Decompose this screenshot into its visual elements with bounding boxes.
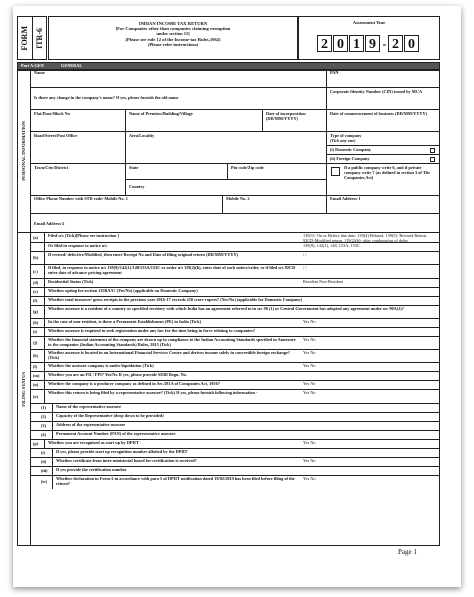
form-label-box bbox=[17, 16, 47, 60]
row-number-cell bbox=[31, 476, 53, 489]
email2-label: Email Address-2 bbox=[34, 221, 65, 226]
row-options[interactable]: Yes No bbox=[303, 381, 316, 386]
row-number: (j) bbox=[33, 340, 38, 345]
row-options[interactable]: Yes No bbox=[303, 476, 316, 481]
assessment-year-digits bbox=[317, 35, 420, 53]
row-text: Whether you are an FII / FPI? Yes/No If yes, please provide SEBI Regn. No. bbox=[48, 372, 187, 377]
cin-label: Corporate Identity Number (CIN) issued by MCA bbox=[330, 89, 423, 94]
filing-row bbox=[31, 232, 440, 242]
row-number: (i) bbox=[33, 329, 38, 334]
flat-field[interactable] bbox=[31, 110, 126, 132]
row-text: In the case of non-resident, is there a Permanent Establishment (PE) in India (Tick) bbox=[48, 319, 202, 324]
filing-row bbox=[31, 318, 440, 327]
domestic-label: (i) Domestic Company bbox=[330, 147, 372, 152]
form-code: ITR-6 bbox=[34, 27, 44, 49]
year-digit: 0 bbox=[404, 35, 419, 52]
year-digit: 9 bbox=[365, 35, 380, 52]
area-label: Area/Locality bbox=[129, 133, 155, 138]
row-text: Whether this return is being filed by a representative assessee? (Tick) If yes, please furnish following information - bbox=[48, 390, 258, 395]
cin-field[interactable] bbox=[327, 88, 440, 110]
row-text: Whether the company is a producer company as defined in Sec.581A of Companies Act, 1956? bbox=[48, 381, 220, 386]
filing-row bbox=[31, 336, 440, 349]
country-field[interactable] bbox=[126, 180, 327, 196]
side-label-personal: PERSONAL INFORMATION bbox=[21, 121, 26, 181]
title-line: under section 11] bbox=[156, 31, 190, 37]
pan-field[interactable] bbox=[327, 70, 440, 88]
representative-row bbox=[31, 412, 440, 421]
row-text: Filed u/s (Tick)[Please see instruction ] bbox=[48, 233, 119, 238]
row-options[interactable]: 139(9), 142(1), 148, 153A, 153C bbox=[303, 243, 360, 248]
row-number: (b) bbox=[33, 255, 39, 260]
row-text: Name of the representative assessee bbox=[56, 404, 121, 409]
row-number: (n) bbox=[33, 382, 39, 387]
year-digit: 0 bbox=[333, 35, 348, 52]
row-options[interactable]: Yes No bbox=[303, 390, 316, 395]
row-options[interactable]: 139(1)- On or Before due date, 139(4)-Belated, 139(5)- Revised Return, 92CD-Modified return, 119(2)(b)- after condonation of delay bbox=[303, 233, 428, 243]
row-text: Capacity of the Representative (drop down to be provided) bbox=[56, 413, 164, 418]
row-number: (a) bbox=[33, 234, 39, 240]
row-text: Residential Status (Tick) bbox=[48, 279, 94, 284]
road-label: Road/Street/Post Office bbox=[34, 133, 78, 138]
row-text: Whether declaration in Form-2 in accordance with para 5 of DPIIT notification dated 19/02/2019 has been filed before filing of the return? bbox=[56, 476, 295, 486]
date-incorporation-label: Date of incorporation (DD/MM/YYYY) bbox=[266, 111, 306, 121]
row-number: (i) bbox=[41, 450, 46, 455]
mobile2-label: Mobile No. 2 bbox=[226, 196, 250, 201]
row-text: If yes, please provide start up recognition number allotted by the DPIIT bbox=[56, 449, 188, 454]
filing-row bbox=[31, 389, 440, 403]
row-number-cell bbox=[31, 265, 45, 279]
foreign-checkbox[interactable] bbox=[430, 157, 435, 162]
filing-row bbox=[31, 296, 440, 305]
row-number: (3) bbox=[41, 423, 47, 428]
row-options[interactable]: Resident Non-Resident bbox=[303, 279, 343, 284]
startup-sub-row bbox=[31, 466, 440, 475]
filing-row bbox=[31, 242, 440, 251]
row-options[interactable]: / / bbox=[303, 265, 307, 270]
row-text: Whether total turnover/ gross receipts in the previous year 2016-17 exceeds 250 crore rupees? (Yes/No) (applicable for Domestic Company) bbox=[48, 297, 303, 302]
row-number: (e) bbox=[33, 289, 38, 294]
type-label: Type of company bbox=[330, 133, 362, 138]
assessment-year-box bbox=[298, 16, 440, 60]
row-number: (f) bbox=[33, 298, 38, 303]
representative-row bbox=[31, 421, 440, 430]
domestic-option[interactable] bbox=[327, 145, 440, 154]
state-label: State bbox=[129, 165, 139, 170]
town-field[interactable] bbox=[31, 164, 126, 196]
domestic-checkbox[interactable] bbox=[430, 148, 435, 153]
state-field[interactable] bbox=[126, 164, 228, 180]
town-label: Town/City/District bbox=[34, 165, 69, 170]
filing-row bbox=[31, 287, 440, 296]
side-column-filing bbox=[17, 232, 31, 546]
foreign-label: (ii) Foreign Company bbox=[330, 156, 370, 161]
row-number: (iv) bbox=[41, 479, 48, 484]
startup-row bbox=[31, 439, 440, 448]
email2-field[interactable] bbox=[31, 214, 440, 232]
row-number-cell bbox=[31, 390, 45, 404]
pin-field[interactable] bbox=[228, 164, 327, 180]
row-options[interactable]: Yes No bbox=[303, 363, 316, 368]
filing-row bbox=[31, 278, 440, 287]
date-incorporation-field[interactable] bbox=[263, 110, 327, 132]
road-field[interactable] bbox=[31, 132, 126, 164]
name-change-label: Is there any change in the company's name? If yes, please furnish the old name bbox=[34, 95, 179, 100]
row-number: (2) bbox=[41, 414, 47, 419]
side-label-filing: FILING STATUS bbox=[21, 372, 26, 407]
filing-row bbox=[31, 349, 440, 362]
assessment-year-label: Assessment Year bbox=[352, 20, 386, 25]
year-digit: 2 bbox=[317, 35, 332, 52]
row-number: (o) bbox=[33, 393, 39, 399]
public-company-field[interactable] bbox=[327, 164, 440, 196]
row-text: Whether assessee is a resident of a country or specified territory with which India has an agreement referred to in sec 90 (1) or Central Government has adopted any agreement under sec 90A(1)? bbox=[48, 306, 404, 311]
row-number: (h) bbox=[33, 320, 39, 325]
year-digit: 2 bbox=[388, 35, 403, 52]
foreign-option[interactable] bbox=[327, 154, 440, 164]
country-label: Country bbox=[129, 184, 145, 189]
row-options[interactable]: Yes No bbox=[303, 440, 316, 445]
email1-field[interactable] bbox=[327, 196, 440, 214]
name-label: Name bbox=[34, 70, 45, 75]
row-text: If yes provide the certification number bbox=[56, 467, 127, 472]
date-commencement-label: Date of commencement of business (DD/MM/YYYY) bbox=[330, 111, 428, 116]
row-number: (k) bbox=[33, 353, 39, 358]
row-number: (d) bbox=[33, 280, 39, 285]
startup-sub-row bbox=[31, 457, 440, 466]
title-line: INDIAN INCOME TAX RETURN bbox=[138, 21, 208, 26]
row-number: (iii) bbox=[41, 468, 48, 473]
row-text: Whether the assessee company is under liquidation (Tick) bbox=[48, 363, 154, 368]
row-options[interactable]: / / bbox=[303, 252, 307, 257]
premises-field[interactable] bbox=[126, 110, 263, 132]
row-number: (g) bbox=[33, 309, 39, 314]
filing-row bbox=[31, 380, 440, 389]
representative-row bbox=[31, 430, 440, 439]
row-text: Whether opting for section 115BAA? (Yes/No) (applicable on Domestic Company) bbox=[48, 288, 198, 293]
row-options[interactable]: Yes No bbox=[303, 319, 316, 324]
row-text: Whether assessee is required to seek registration under any law for the time being in force relating to companies? bbox=[48, 328, 256, 333]
title-line: [For Companies other than companies claiming exemption bbox=[115, 26, 231, 32]
section-header bbox=[17, 62, 440, 70]
flat-label: Flat/Door/Block No bbox=[34, 111, 70, 116]
email1-label: Email Address-1 bbox=[330, 196, 361, 201]
row-text: Whether the financial statement of the company are drawn up in compliance to the Indian Accounting Standards specified in Annexure to the companies (Indian Accounting Standards) Rules, 2015 (Tick) bbox=[48, 337, 296, 347]
premises-label: Name of Premises/Building/Village bbox=[129, 111, 193, 116]
row-options[interactable]: Yes No bbox=[303, 337, 316, 342]
section-name: GENERAL bbox=[61, 63, 83, 68]
row-number: (c) bbox=[33, 268, 38, 274]
row-text: Whether assessee is located in an International Financial Services Centre and derives income solely in convertible foreign exchange? (Tick) bbox=[48, 350, 290, 360]
year-digit: 1 bbox=[349, 35, 364, 52]
year-separator: - bbox=[382, 37, 387, 51]
filing-row bbox=[31, 371, 440, 380]
phone-field[interactable] bbox=[31, 196, 223, 214]
page-number: Page 1 bbox=[398, 548, 417, 556]
section-part: Part A-GEN bbox=[21, 63, 44, 68]
name-field[interactable] bbox=[31, 70, 327, 88]
row-number: (4) bbox=[41, 432, 47, 437]
form-title bbox=[48, 16, 298, 60]
filing-row bbox=[31, 264, 440, 278]
personal-grid bbox=[31, 70, 440, 232]
filing-row bbox=[31, 305, 440, 318]
representative-row bbox=[31, 403, 440, 412]
row-number: (p) bbox=[33, 441, 39, 446]
title-line: (Please refer instructions) bbox=[147, 41, 199, 47]
row-text: Whether you are recognized as start up by DPIIT bbox=[48, 440, 139, 445]
filing-row bbox=[31, 327, 440, 336]
startup-sub-row bbox=[31, 475, 440, 488]
row-options[interactable]: Yes No bbox=[303, 458, 316, 463]
type-tick-label: (Tick any one) bbox=[330, 138, 356, 143]
row-text: Or filed in response to notice u/s bbox=[48, 243, 108, 248]
row-text: Address of the representative assessee bbox=[56, 422, 126, 427]
startup-sub-row bbox=[31, 448, 440, 457]
filing-status-table bbox=[31, 232, 440, 546]
public-company-box[interactable] bbox=[331, 167, 340, 176]
row-number: (m) bbox=[33, 373, 40, 378]
name-change-field[interactable] bbox=[31, 88, 327, 110]
area-field[interactable] bbox=[126, 132, 327, 164]
public-company-label: If a public company write 6, and if private company write 7 (as defined in section 3 of The Companies Act) bbox=[344, 165, 430, 180]
mobile2-field[interactable] bbox=[223, 196, 327, 214]
side-column-personal bbox=[17, 70, 31, 232]
date-commencement-field[interactable] bbox=[327, 110, 440, 132]
filing-row bbox=[31, 362, 440, 371]
row-options[interactable]: Yes No bbox=[303, 350, 316, 355]
row-text: If revised/ defective/Modified, then enter Receipt No and Date of filing original return (DD/MM/YYYY) bbox=[48, 252, 238, 257]
row-text: Permanent Account Number (PAN) of the representative assessee bbox=[56, 431, 176, 436]
form-label: FORM bbox=[19, 25, 29, 51]
filing-row bbox=[31, 251, 440, 264]
row-number: (ii) bbox=[41, 459, 47, 464]
pin-label: Pin code/Zip code bbox=[231, 165, 264, 170]
phone-label: Office Phone Number with STD code/ Mobile No. 1 bbox=[34, 196, 128, 201]
type-of-company-field bbox=[327, 132, 440, 164]
row-number: (l) bbox=[33, 364, 38, 369]
pan-label: PAN bbox=[330, 70, 339, 75]
title-line: (Please see rule 12 of the Income-tax Rules,1962) bbox=[125, 36, 221, 42]
row-text: Whether certificate from inter-ministerial board for certification is received? bbox=[56, 458, 197, 463]
row-text: If filed, in response to notice u/s 139(9)/142(1)/148/153A/153C or order u/s 119(2)(b), enter date of such notice/order, or if filed u/s 92CD enter date of advance pricing agreement bbox=[48, 265, 296, 275]
row-number: (1) bbox=[41, 405, 47, 410]
